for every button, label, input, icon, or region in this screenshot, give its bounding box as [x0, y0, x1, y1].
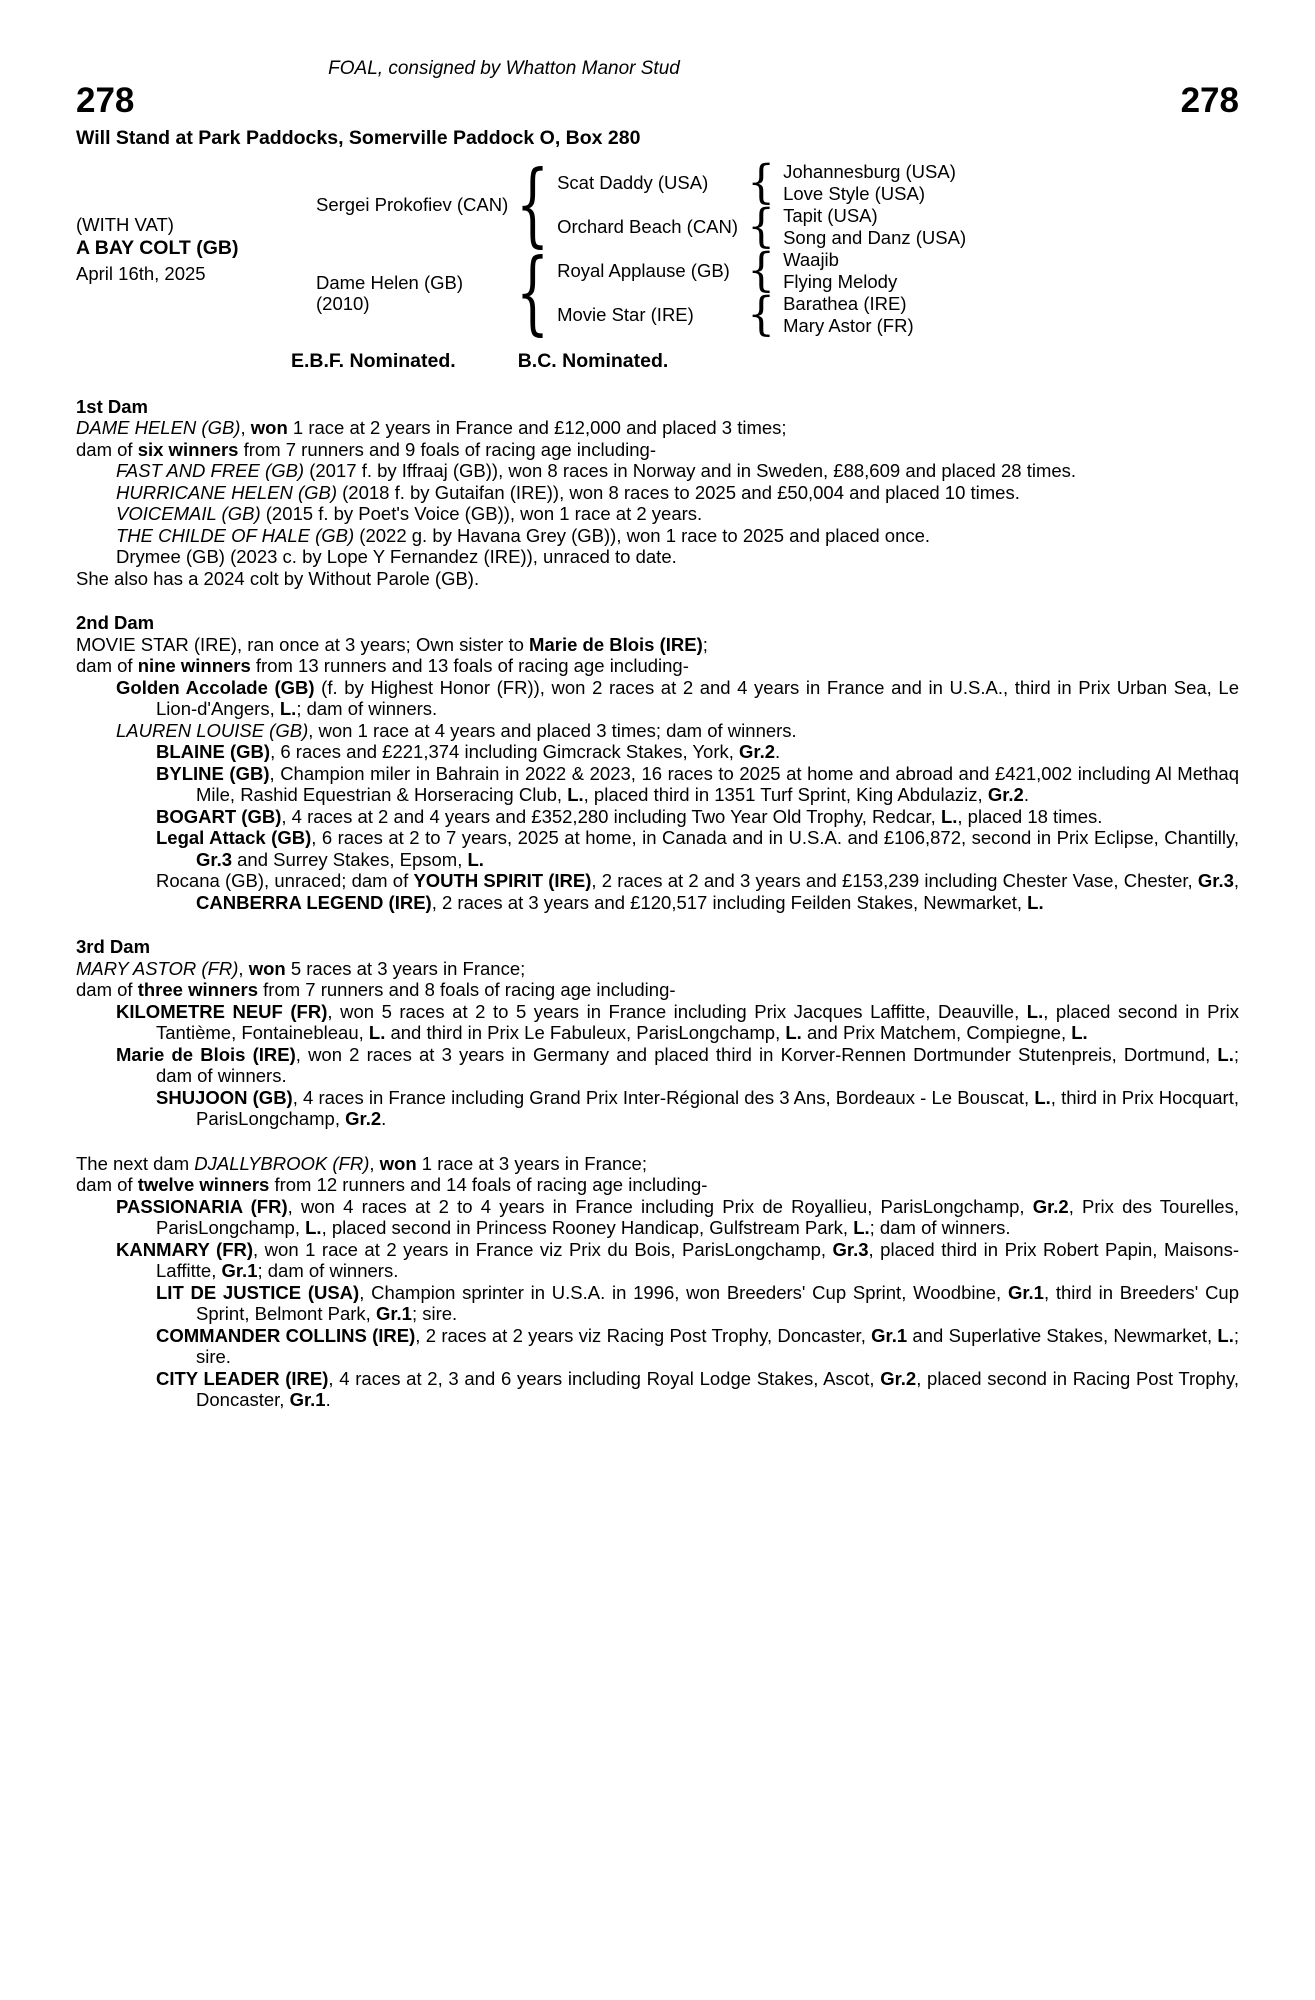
text-run: L. — [1034, 1086, 1051, 1108]
lot-number-row — [76, 82, 1239, 120]
pedigree-table — [76, 152, 1239, 346]
text-run: , Champion miler in Bahrain in 2022 & 2023, 16 races to 2025 at home and abroad and £421,002 including Al Methaq Mile, Rashid Equestrian & Horseracing Club, — [196, 762, 1239, 805]
dam-sire-name: Royal Applause (GB) — [557, 260, 730, 282]
dam-sire-parents — [783, 249, 897, 293]
text-run: , third in Prix Hocquart, ParisLongchamp, — [196, 1086, 1240, 1129]
text-run: dam of — [76, 655, 138, 676]
text-run: L. — [305, 1217, 322, 1238]
pedigree-paragraph — [76, 677, 1239, 720]
text-run: , Prix des Tourelles, ParisLongchamp, — [156, 1195, 1239, 1238]
sire-dam-dam-name: Song and Danz (USA) — [783, 227, 967, 248]
text-run: , placed 18 times. — [957, 805, 1103, 827]
text-run: 1 race at 2 years in France and £12,000 and placed 3 times; — [287, 417, 787, 438]
text-run: BYLINE (GB) — [156, 762, 270, 784]
brace-icon: { — [516, 152, 550, 258]
bc-nominated: B.C. Nominated. — [517, 350, 669, 372]
text-run: KILOMETRE NEUF (FR) — [116, 1000, 328, 1022]
vat-note: (WITH VAT) — [76, 213, 174, 235]
section-heading: 2nd Dam — [76, 612, 155, 633]
brace-icon: { — [747, 287, 776, 342]
section-heading: 3rd Dam — [76, 936, 151, 957]
text-run: L. — [1071, 1022, 1088, 1043]
text-run: , 2 races at 2 years viz Racing Post Trophy, Doncaster, — [415, 1324, 872, 1346]
text-run: ; sire. — [411, 1303, 458, 1324]
pedigree-paragraph — [76, 1044, 1239, 1087]
stand-location: Will Stand at Park Paddocks, Somerville Paddock O, Box 280 — [76, 126, 641, 149]
pedigree-paragraph — [76, 720, 1239, 742]
text-run: L. — [1027, 891, 1044, 913]
text-run: from 12 runners and 14 foals of racing age including- — [269, 1174, 708, 1195]
nominations — [76, 351, 1239, 373]
dam-sire-sire-name: Waajib — [783, 249, 839, 270]
text-run: (2022 g. by Havana Grey (GB)), won 1 race to 2025 and placed once. — [354, 524, 931, 546]
text-run: dam of — [76, 1174, 138, 1195]
text-run: THE CHILDE OF HALE (GB) — [116, 524, 355, 546]
pedigree-paragraph — [76, 979, 1239, 1001]
text-run: , won 1 race at 2 years in France viz Prix du Bois, ParisLongchamp, — [253, 1238, 833, 1260]
text-run: nine winners — [137, 655, 251, 676]
text-run: L. — [368, 1022, 386, 1043]
text-run: L. — [467, 848, 484, 870]
text-run: . — [325, 1389, 331, 1410]
text-run: Legal Attack (GB) — [156, 827, 312, 848]
dam-ancestors — [557, 243, 914, 342]
text-run: Gr.1 — [1007, 1281, 1044, 1303]
pedigree-paragraph — [76, 958, 1239, 980]
text-run: , 2 races at 3 years and £120,517 including Feilden Stakes, Newmarket, — [431, 891, 1028, 913]
text-run: , third in Breeders' Cup Sprint, Belmont Park, — [196, 1281, 1240, 1324]
text-run: , placed second in Princess Rooney Handicap, Gulfstream Park, — [321, 1217, 854, 1238]
sire-dam-parents — [783, 205, 966, 249]
text-run: , placed second in Prix Tantième, Fontainebleau, — [156, 1000, 1239, 1043]
text-run: Gr.2 — [880, 1367, 917, 1389]
text-run: Gr.2 — [987, 784, 1024, 805]
text-run: Gr.2 — [739, 741, 776, 762]
text-run: L. — [940, 805, 958, 827]
text-run: from 7 runners and 8 foals of racing age including- — [258, 979, 676, 1000]
text-run: Gr.1 — [289, 1389, 326, 1410]
pedigree-paragraph — [76, 741, 1239, 763]
text-run: , 4 races at 2, 3 and 6 years including Royal Lodge Stakes, Ascot, — [328, 1367, 881, 1389]
pedigree-paragraph — [76, 1087, 1239, 1130]
text-run: , — [238, 957, 249, 979]
dam-year: (2010) — [316, 293, 370, 314]
ebf-nominated: E.B.F. Nominated. — [291, 350, 456, 372]
text-run: Marie de Blois (IRE) — [116, 1043, 296, 1065]
text-run: , 6 races and £221,374 including Gimcrack Stakes, York, — [270, 741, 740, 762]
text-run: , — [240, 417, 251, 438]
dam-section — [76, 396, 1239, 590]
text-run: . — [381, 1108, 387, 1129]
pedigree-text — [76, 396, 1239, 1411]
dam-section — [76, 612, 1239, 913]
text-run: (2017 f. by Iffraaj (GB)), won 8 races in Norway and in Sweden, £88,609 and placed 28 times. — [304, 460, 1077, 481]
dam-sire-dam-name: Flying Melody — [783, 271, 898, 292]
sire-sire-name: Scat Daddy (USA) — [557, 172, 709, 194]
text-run: , placed third in Prix Robert Papin, Maisons-Laffitte, — [156, 1238, 1239, 1281]
text-run: SHUJOON (GB) — [156, 1086, 293, 1108]
sire-dam-row — [557, 199, 967, 254]
pedigree-paragraph — [76, 827, 1239, 870]
text-run: BOGART (GB) — [156, 805, 282, 827]
pedigree-paragraph — [76, 1001, 1239, 1044]
text-run: YOUTH SPIRIT (IRE) — [413, 870, 592, 891]
text-run: , placed third in 1351 Turf Sprint, King Abdulaziz, — [583, 784, 988, 805]
pedigree-paragraph — [76, 568, 1239, 590]
pedigree-paragraph — [76, 1239, 1239, 1282]
dam-section — [76, 936, 1239, 1130]
text-run: won — [250, 417, 288, 438]
pedigree-paragraph — [76, 460, 1239, 482]
dam-name: Dame Helen (GB) — [316, 271, 464, 293]
text-run: DJALLYBROOK (FR) — [194, 1152, 370, 1174]
pedigree-paragraph — [76, 525, 1239, 547]
text-run: , placed second in Racing Post Trophy, Doncaster, — [196, 1367, 1240, 1410]
text-run: Golden Accolade (GB) — [116, 676, 315, 698]
text-run: Marie de Blois (IRE) — [529, 633, 703, 655]
text-run: , — [1233, 870, 1240, 891]
sire-sire-parents — [783, 161, 956, 205]
dam-section — [76, 1153, 1239, 1411]
text-run: and Prix Matchem, Compiegne, — [801, 1022, 1072, 1043]
lot-number-right: 278 — [1180, 80, 1239, 120]
sire-sire-sire-name: Johannesburg (USA) — [783, 161, 956, 182]
text-run: won — [248, 957, 286, 979]
text-run: Drymee (GB) (2023 c. by Lope Y Fernandez (IRE)), unraced to date. — [116, 546, 677, 567]
text-run: . — [775, 741, 781, 762]
text-run: Gr.1 — [221, 1260, 258, 1281]
text-run: Gr.2 — [345, 1108, 382, 1129]
text-run: MARY ASTOR (FR) — [76, 957, 239, 979]
text-run: and Surrey Stakes, Epsom, — [232, 848, 468, 870]
colt-info — [76, 161, 316, 337]
dam-dam-sire-name: Barathea (IRE) — [783, 293, 907, 314]
text-run: from 13 runners and 13 foals of racing age including- — [250, 655, 689, 676]
pedigree-paragraph — [76, 1174, 1239, 1196]
text-run: and Superlative Stakes, Newmarket, — [907, 1324, 1218, 1346]
colt-name: A BAY COLT (GB) — [76, 237, 239, 260]
text-run: ; dam of winners. — [869, 1217, 1011, 1238]
text-run: Gr.3 — [832, 1238, 869, 1260]
sire-name: Sergei Prokofiev (CAN) — [316, 194, 509, 216]
text-run: dam of — [76, 979, 138, 1000]
text-run: L. — [785, 1022, 802, 1043]
dam-dam-row — [557, 287, 914, 342]
brace-icon: { — [516, 240, 550, 346]
text-run: Gr.3 — [1197, 870, 1234, 891]
text-run: from 7 runners and 9 foals of racing age including- — [238, 438, 656, 460]
pedigree-tree — [316, 152, 967, 346]
text-run: L. — [1217, 1043, 1234, 1065]
text-run: L. — [1026, 1000, 1044, 1022]
foal-date: April 16th, 2025 — [76, 262, 206, 284]
text-run: DAME HELEN (GB) — [76, 417, 241, 438]
dam-dam-name: Movie Star (IRE) — [557, 304, 694, 326]
text-run: , 4 races at 2 and 4 years and £352,280 including Two Year Old Trophy, Redcar, — [281, 805, 941, 827]
text-run: (2015 f. by Poet's Voice (GB)), won 1 race at 2 years. — [260, 503, 703, 524]
text-run: KANMARY (FR) — [116, 1238, 254, 1260]
brace-icon: { — [747, 155, 776, 210]
text-run: L. — [853, 1217, 870, 1238]
text-run: ; dam of winners. — [296, 698, 438, 719]
text-run: CITY LEADER (IRE) — [156, 1367, 329, 1389]
text-run: Gr.1 — [871, 1324, 908, 1346]
text-run: Gr.2 — [1032, 1195, 1069, 1217]
text-run: L. — [279, 698, 297, 719]
text-run: (f. by Highest Honor (FR)), won 2 races at 2 and 4 years in France and in U.S.A., third in Prix Urban Sea, Le Lion-d'Angers, — [156, 676, 1239, 719]
pedigree-paragraph — [76, 655, 1239, 677]
text-run: won — [379, 1152, 417, 1174]
consignor-line: FOAL, consigned by Whatton Manor Stud — [328, 58, 680, 79]
text-run: and third in Prix Le Fabuleux, ParisLongchamp, — [385, 1022, 786, 1043]
text-run: , won 1 race at 4 years and placed 3 times; dam of winners. — [308, 719, 797, 741]
dam-dam-dam-name: Mary Astor (FR) — [783, 315, 914, 336]
text-run: Rocana (GB), unraced; dam of — [156, 870, 414, 891]
pedigree-paragraph — [76, 763, 1239, 806]
text-run: , won 4 races at 2 to 4 years in France including Prix de Royallieu, ParisLongchamp, — [287, 1195, 1033, 1217]
text-run: MOVIE STAR (IRE), ran once at 3 years; Own sister to — [76, 633, 530, 655]
text-run: dam of — [76, 438, 138, 460]
sire-branch — [316, 152, 967, 258]
text-run: (2018 f. by Gutaifan (IRE)), won 8 races to 2025 and £50,004 and placed 10 times. — [337, 481, 1020, 503]
text-run: L. — [1217, 1324, 1234, 1346]
pedigree-paragraph — [76, 634, 1239, 656]
pedigree-paragraph — [76, 439, 1239, 461]
pedigree-paragraph — [76, 546, 1239, 568]
text-run: , 6 races at 2 to 7 years, 2025 at home, in Canada and in U.S.A. and £106,872, second in Prix Eclipse, Chantilly, — [311, 827, 1239, 848]
text-run: HURRICANE HELEN (GB) — [116, 481, 337, 503]
text-run: COMMANDER COLLINS (IRE) — [156, 1324, 416, 1346]
text-run: , won 2 races at 3 years in Germany and placed third in Korver-Rennen Dortmunder Stutenpreis, Dortmund, — [295, 1043, 1218, 1065]
pedigree-paragraph — [76, 1282, 1239, 1325]
text-run: CANBERRA LEGEND (IRE) — [196, 891, 432, 913]
text-run: three winners — [137, 979, 258, 1000]
text-run: PASSIONARIA (FR) — [116, 1195, 288, 1217]
text-run: BLAINE (GB) — [156, 741, 271, 762]
pedigree-paragraph — [76, 1325, 1239, 1368]
sire-sire-dam-name: Love Style (USA) — [783, 183, 925, 204]
text-run: , — [369, 1152, 380, 1174]
text-run: LIT DE JUSTICE (USA) — [156, 1281, 360, 1303]
text-run: , won 5 races at 2 to 5 years in France including Prix Jacques Laffitte, Deauville, — [327, 1000, 1027, 1022]
dam-sire-row — [557, 243, 914, 298]
text-run: 5 races at 3 years in France; — [285, 957, 526, 979]
text-run: 1 race at 3 years in France; — [416, 1152, 647, 1174]
dam-branch — [316, 240, 966, 346]
text-run: ; sire. — [196, 1324, 1239, 1367]
pedigree-paragraph — [76, 870, 1239, 913]
pedigree-paragraph — [76, 417, 1239, 439]
text-run: The next dam — [76, 1152, 195, 1174]
sire-sire-row — [557, 155, 966, 210]
pedigree-paragraph — [76, 1153, 1239, 1175]
text-run: Gr.1 — [375, 1303, 412, 1324]
pedigree-paragraph — [76, 1196, 1239, 1239]
pedigree-paragraph — [76, 503, 1239, 525]
text-run: six winners — [137, 438, 239, 460]
text-run: , 2 races at 2 and 3 years and £153,239 including Chester Vase, Chester, — [591, 870, 1198, 891]
dam-name-cell — [316, 272, 516, 315]
text-run: twelve winners — [137, 1174, 270, 1195]
text-run: L. — [567, 784, 584, 805]
pedigree-paragraph — [76, 1368, 1239, 1411]
text-run: She also has a 2024 colt by Without Parole (GB). — [76, 567, 480, 589]
pedigree-paragraph — [76, 482, 1239, 504]
sire-dam-sire-name: Tapit (USA) — [783, 205, 878, 226]
text-run: ; dam of winners. — [257, 1260, 399, 1281]
dam-dam-parents — [783, 293, 914, 337]
text-run: , Champion sprinter in U.S.A. in 1996, won Breeders' Cup Sprint, Woodbine, — [359, 1281, 1008, 1303]
text-run: ; dam of winners. — [156, 1043, 1240, 1086]
sire-dam-name: Orchard Beach (CAN) — [557, 216, 739, 238]
text-run: VOICEMAIL (GB) — [116, 503, 261, 524]
text-run: FAST AND FREE (GB) — [116, 460, 305, 481]
text-run: LAUREN LOUISE (GB) — [116, 719, 309, 741]
section-heading: 1st Dam — [76, 395, 148, 417]
brace-icon: { — [747, 243, 776, 298]
pedigree-paragraph — [76, 806, 1239, 828]
text-run: . — [1023, 784, 1029, 805]
lot-number-left: 278 — [76, 80, 135, 120]
brace-icon: { — [747, 199, 776, 254]
sire-ancestors — [557, 155, 967, 254]
text-run: ; — [702, 633, 708, 655]
text-run: Gr.3 — [196, 848, 232, 870]
text-run: , 4 races in France including Grand Prix Inter-Régional des 3 Ans, Bordeaux - Le Bouscat, — [292, 1086, 1035, 1108]
